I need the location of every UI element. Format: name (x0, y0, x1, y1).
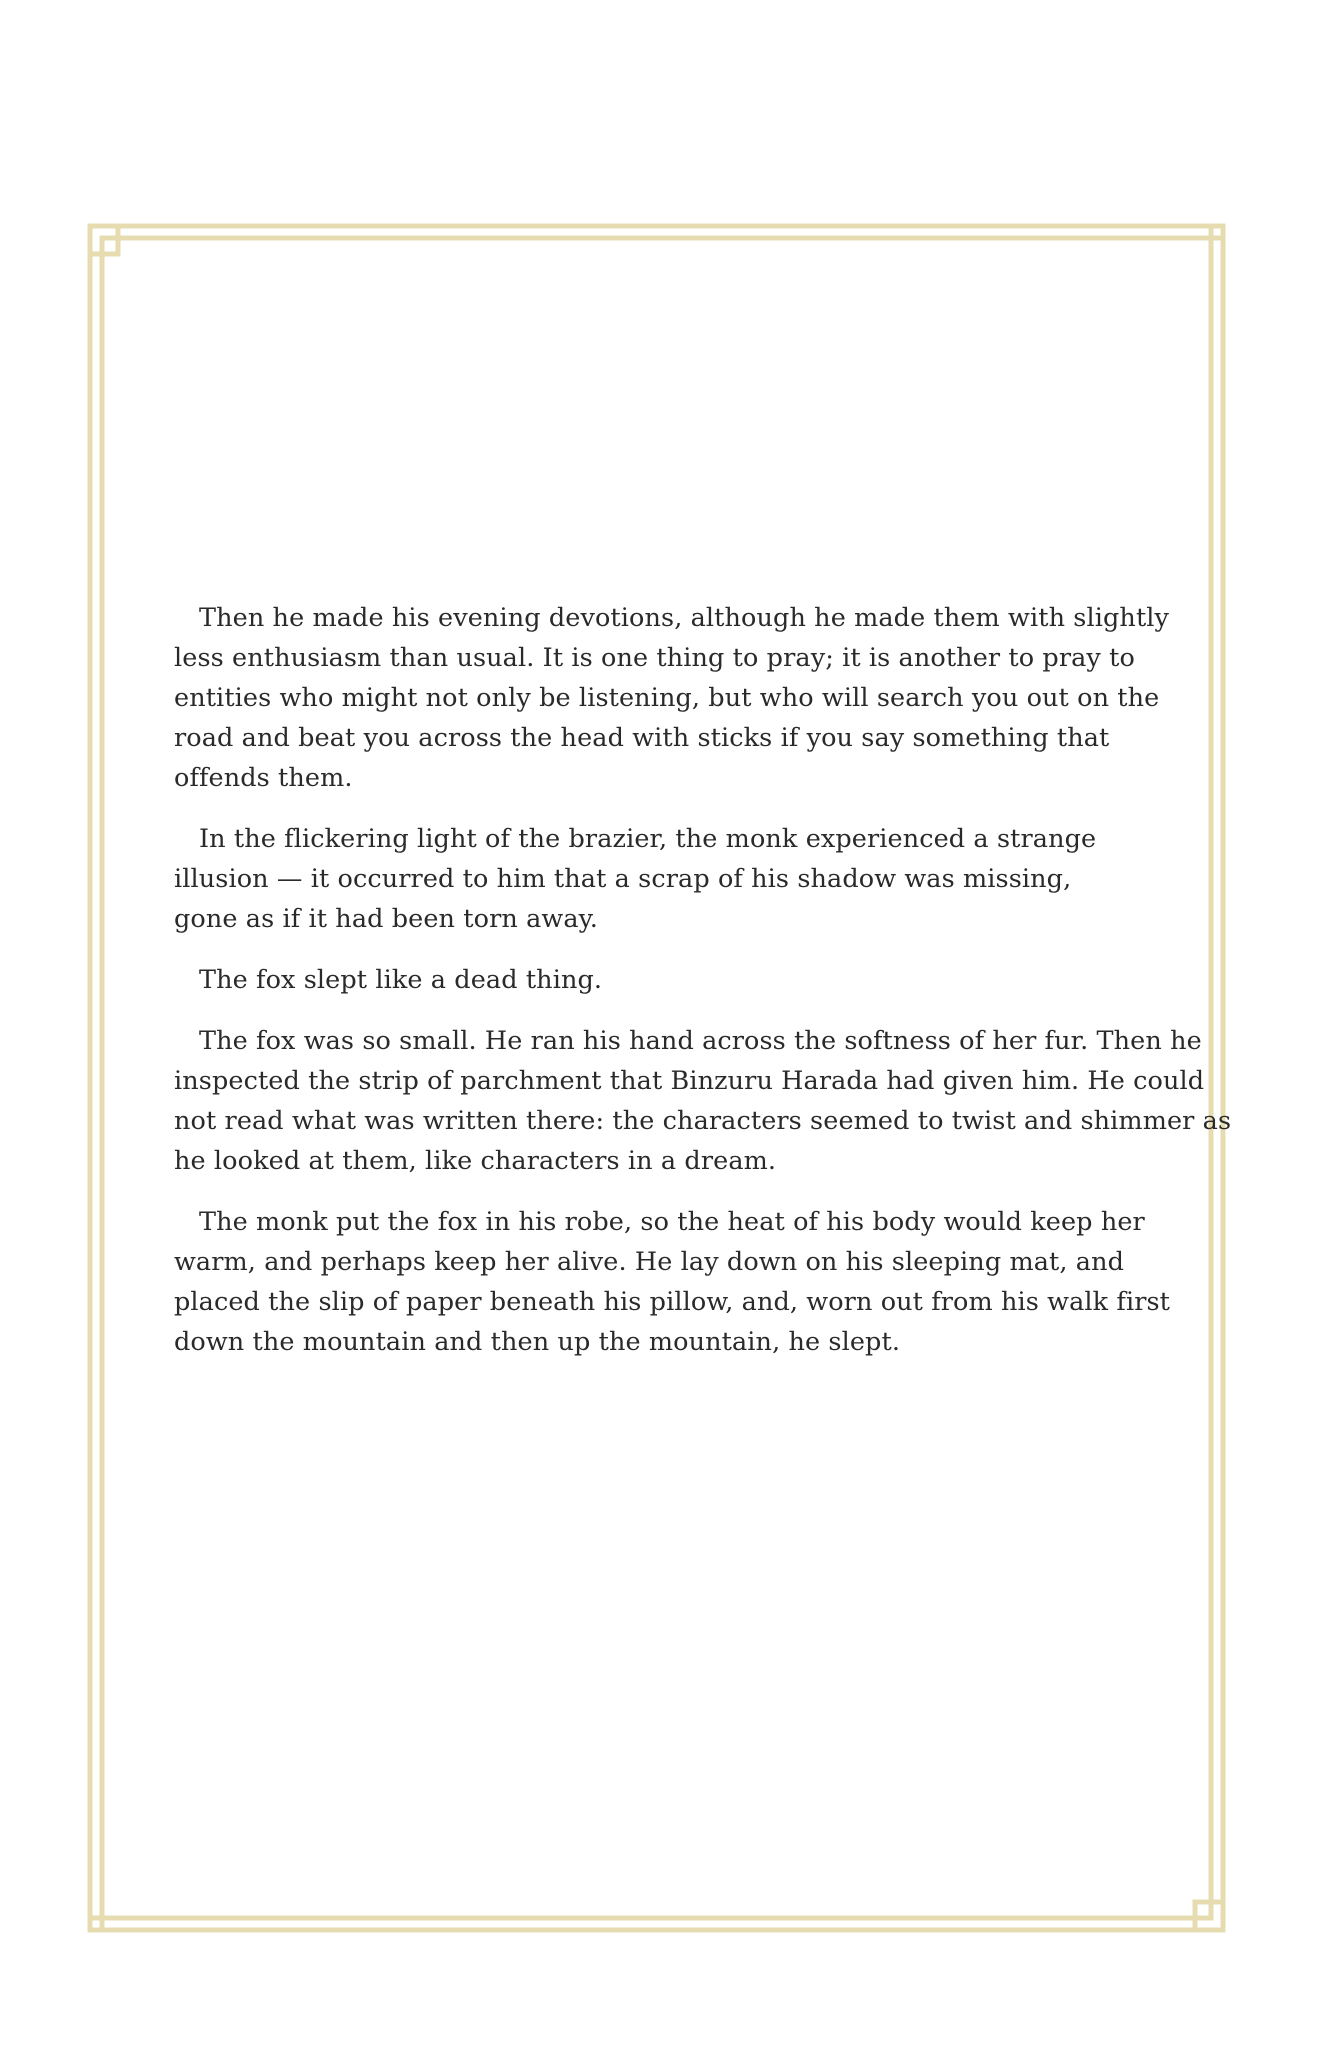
text-line: not read what was written there: the characters seemed to twist and shimmer as (174, 1106, 1232, 1136)
text-line: he looked at them, like characters in a dream. (174, 1146, 777, 1176)
text-line: gone as if it had been torn away. (174, 904, 598, 934)
text-line: The monk put the fox in his robe, so the heat of his body would keep her (199, 1207, 1145, 1237)
paragraph-2 (174, 819, 1154, 939)
text-line: offends them. (174, 763, 353, 793)
text-line: road and beat you across the head with sticks if you say something that (174, 723, 1110, 753)
corner-ornament-top-left (90, 226, 118, 254)
paragraph-4 (174, 1021, 1232, 1181)
paragraph-1 (174, 598, 1170, 798)
text-line: The fox was so small. He ran his hand across the softness of her fur. Then he (199, 1026, 1202, 1056)
corner-ornament-bottom-right (1195, 1902, 1223, 1930)
text-line: Then he made his evening devotions, although he made them with slightly (199, 603, 1170, 633)
text-line: In the flickering light of the brazier, the monk experienced a strange (199, 824, 1097, 854)
text-line: The fox slept like a dead thing. (199, 965, 603, 995)
corner-ornament-top-right (1211, 226, 1223, 238)
text-line: down the mountain and then up the mountain, he slept. (174, 1327, 901, 1357)
text-line: illusion — it occurred to him that a scrap of his shadow was missing, (174, 864, 1072, 894)
text-line: placed the slip of paper beneath his pillow, and, worn out from his walk first (174, 1287, 1171, 1317)
text-line: less enthusiasm than usual. It is one thing to pray; it is another to pray to (174, 643, 1135, 673)
text-line: warm, and perhaps keep her alive. He lay down on his sleeping mat, and (174, 1247, 1125, 1277)
paragraph-5 (174, 1202, 1171, 1362)
paragraph-3 (174, 960, 1154, 1000)
corner-ornament-bottom-left (90, 1918, 102, 1930)
body-text (174, 598, 1232, 1383)
text-line: entities who might not only be listening, but who will search you out on the (174, 683, 1160, 713)
text-line: inspected the strip of parchment that Binzuru Harada had given him. He could (174, 1066, 1205, 1096)
